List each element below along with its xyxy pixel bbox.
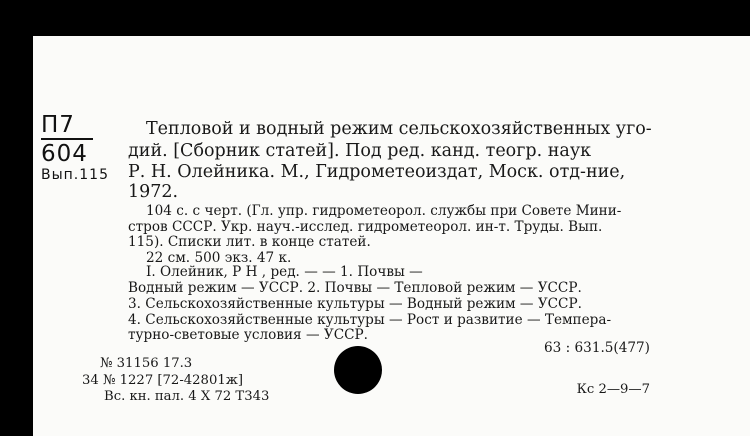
- title-line: 1972.: [128, 182, 179, 202]
- description-line: 115). Списки лит. в конце статей.: [128, 234, 371, 250]
- classification-index: 63 : 631.5(477): [544, 340, 650, 356]
- title-line: дий. [Сборник статей]. Под ред. канд. теогр. наук: [128, 141, 592, 161]
- shelf-mark-line-2: 604: [41, 141, 88, 167]
- footer-code: Кс 2—9—7: [576, 382, 650, 397]
- description-line: 22 см. 500 экз. 47 к.: [146, 250, 292, 266]
- footer-line-3: Вс. кн. пал. 4 Х 72 Т343: [104, 389, 270, 404]
- subject-line: I. Олейник, Р Н , ред. — — 1. Почвы —: [146, 264, 423, 280]
- footer-line-2: 34 № 1227 [72-42801ж]: [82, 373, 244, 388]
- shelf-mark-line-3: Вып.115: [41, 167, 109, 183]
- footer-line-1: № 31156 17.3: [100, 356, 193, 371]
- title-line: Р. Н. Олейника. М., Гидрометеоиздат, Моск. отд-ние,: [128, 162, 626, 182]
- shelf-mark-rule: [41, 138, 93, 140]
- card-punch-hole: [334, 346, 382, 394]
- subject-line: Водный режим — УССР. 2. Почвы — Тепловой режим — УССР.: [128, 280, 582, 296]
- subject-line: 3. Сельскохозяйственные культуры — Водный режим — УССР.: [128, 296, 582, 312]
- subject-line: 4. Сельскохозяйственные культуры — Рост и развитие — Темпера-: [128, 312, 612, 328]
- description-line: 104 с. с черт. (Гл. упр. гидрометеорол. службы при Совете Мини-: [146, 203, 622, 219]
- shelf-mark: [41, 114, 131, 182]
- title-line: Тепловой и водный режим сельскохозяйственных уго-: [146, 119, 652, 139]
- shelf-mark-line-1: П7: [41, 112, 75, 138]
- subject-line: турно-световые условия — УССР.: [128, 327, 368, 343]
- description-line: стров СССР. Укр. науч.-исслед. гидрометеорол. ин-т. Труды. Вып.: [128, 219, 603, 235]
